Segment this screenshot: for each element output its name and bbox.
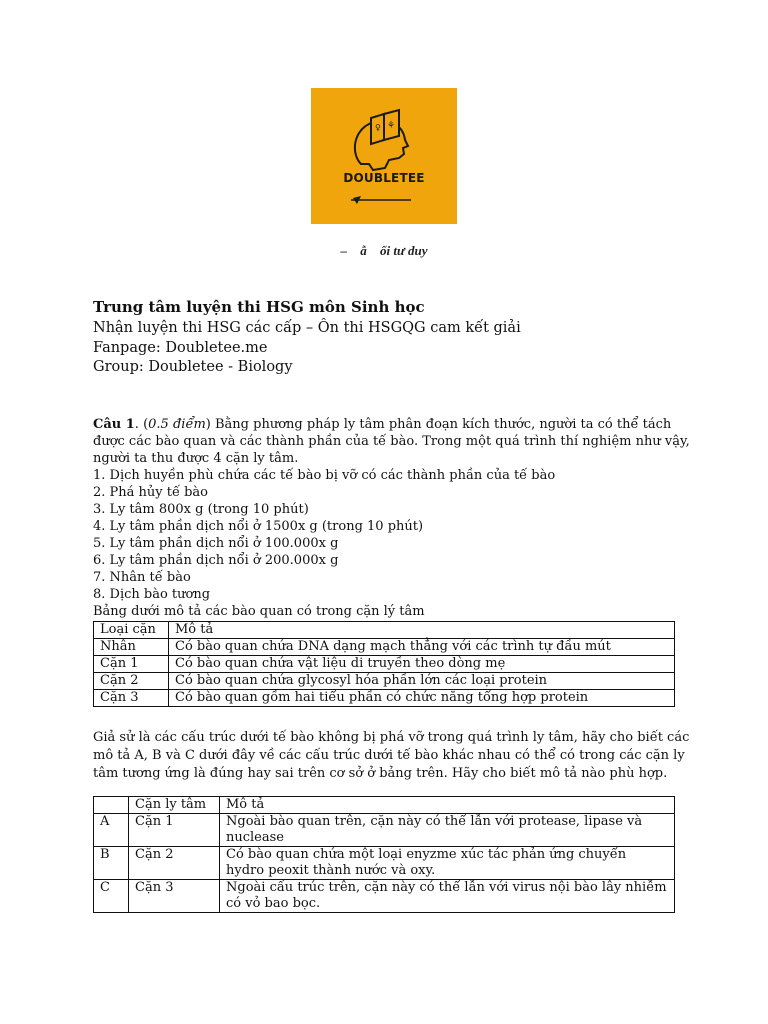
table-header-cell xyxy=(94,797,129,814)
svg-text:♀: ♀ xyxy=(375,123,381,132)
table-row xyxy=(94,814,675,847)
slogan xyxy=(0,243,768,259)
table-cell: Cặn 2 xyxy=(129,847,220,880)
table-cell: Có bào quan chứa vật liệu di truyền theo dòng mẹ xyxy=(169,656,675,673)
center-title: Trung tâm luyện thi HSG môn Sinh học xyxy=(93,298,425,316)
table-row xyxy=(94,673,675,690)
table-cell: Có bào quan chứa DNA dạng mạch thẳng với các trình tự đầu mút xyxy=(169,639,675,656)
table-row xyxy=(94,847,675,880)
table-cell: Ngoài cấu trúc trên, cặn này có thể lẫn với virus nội bào lây nhiễm có vỏ bao bọc. xyxy=(220,880,675,913)
head-book-icon xyxy=(311,88,457,224)
table-header-cell: Mô tả xyxy=(169,622,675,639)
question-stem-line-1: Câu 1. (0.5 điểm) Bằng phương pháp ly tâm phân đoạn kích thước, người ta có thể tách xyxy=(93,417,672,432)
question-stem-text-1: Bằng phương pháp ly tâm phân đoạn kích thước, người ta có thể tách xyxy=(215,417,672,432)
slogan-word-2: ối tư duy xyxy=(379,243,428,258)
table-cell: Cặn 1 xyxy=(94,656,169,673)
svg-text:⚘: ⚘ xyxy=(387,121,396,131)
step-item: 2. Phá hủy tế bào xyxy=(93,485,209,500)
table-header-row xyxy=(94,622,675,639)
doubletee-logo xyxy=(311,88,457,224)
step-item: 1. Dịch huyền phù chứa các tế bào bị vỡ có các thành phần của tế bào xyxy=(93,468,556,483)
prompt-line-1: Giả sử là các cấu trúc dưới tế bào không bị phá vỡ trong quá trình ly tâm, hãy cho biết các xyxy=(93,730,690,745)
step-item: 8. Dịch bào tương xyxy=(93,587,211,602)
table-header-cell: Mô tả xyxy=(220,797,675,814)
table-cell: Nhân xyxy=(94,639,169,656)
prompt-line-3: tâm tương ứng là đúng hay sai trên cơ sở ở bảng trên. Hãy cho biết mô tả nào phù hợp. xyxy=(93,766,668,781)
table-row xyxy=(94,880,675,913)
step-item: 7. Nhân tế bào xyxy=(93,570,191,585)
table-cell: Có bào quan gồm hai tiểu phần có chức năng tổng hợp protein xyxy=(169,690,675,707)
step-item: 6. Ly tâm phần dịch nổi ở 200.000x g xyxy=(93,553,339,568)
table-header-cell: Cặn ly tâm xyxy=(129,797,220,814)
question-stem-line-3: người ta thu được 4 cặn ly tâm. xyxy=(93,451,299,466)
table-row xyxy=(94,639,675,656)
table-row xyxy=(94,690,675,707)
table-cell: Cặn 3 xyxy=(94,690,169,707)
table-cell: A xyxy=(94,814,129,847)
question-label: Câu 1 xyxy=(93,417,135,432)
table-cell: Cặn 1 xyxy=(129,814,220,847)
step-item: 3. Ly tâm 800x g (trong 10 phút) xyxy=(93,502,309,517)
service-line: Nhận luyện thi HSG các cấp – Ôn thi HSGQG cam kết giải xyxy=(93,320,521,336)
table-cell: C xyxy=(94,880,129,913)
table-cell: Có bào quan chứa một loại enyzme xúc tác phản ứng chuyển hydro peoxit thành nước và oxy. xyxy=(220,847,675,880)
group-line: Group: Doubletee - Biology xyxy=(93,359,293,375)
table-intro: Bảng dưới mô tả các bào quan có trong cặn lý tâm xyxy=(93,604,425,619)
fanpage-line: Fanpage: Doubletee.me xyxy=(93,340,268,356)
question-stem-line-2: được các bào quan và các thành phần của tế bào. Trong một quá trình thí nghiệm như vậy, xyxy=(93,434,690,449)
table-cell: Ngoài bào quan trên, cặn này có thể lẫn với protease, lipase và nuclease xyxy=(220,814,675,847)
slogan-dash: – xyxy=(340,243,347,258)
table-cell: Có bào quan chứa glycosyl hóa phần lớn các loại protein xyxy=(169,673,675,690)
table-cell: Cặn 2 xyxy=(94,673,169,690)
table-header-row xyxy=(94,797,675,814)
table-cell: Cặn 3 xyxy=(129,880,220,913)
question-points: 0.5 điểm xyxy=(148,417,206,432)
sediment-table xyxy=(93,621,675,707)
table-cell: B xyxy=(94,847,129,880)
table-row xyxy=(94,656,675,673)
logo-text: DOUBLETEE xyxy=(343,171,425,185)
slogan-word-1: ẫ xyxy=(360,243,367,258)
step-item: 4. Ly tâm phần dịch nổi ở 1500x g (trong 10 phút) xyxy=(93,519,424,534)
prompt-line-2: mô tả A, B và C dưới đây về các cấu trúc dưới tế bào khác nhau có thể có trong các cặn ly xyxy=(93,748,685,763)
statement-table xyxy=(93,796,675,913)
step-item: 5. Ly tâm phần dịch nổi ở 100.000x g xyxy=(93,536,339,551)
table-header-cell: Loại cặn xyxy=(94,622,169,639)
